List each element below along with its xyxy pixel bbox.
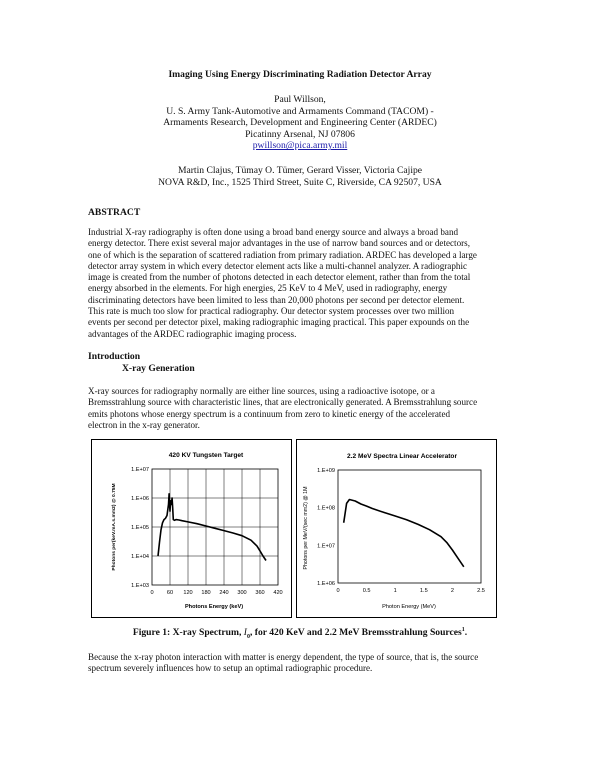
figure-caption [0, 627, 600, 640]
chart-title: 420 KV Tungsten Target [168, 452, 244, 459]
affiliation-line: Armaments Research, Development and Engineering Center (ARDEC) [163, 117, 437, 129]
x-tick-labels [150, 590, 282, 596]
chart-tungsten-box [91, 439, 292, 618]
text-line: discriminating detectors have been limited to less than 20,000 photons per second per detector element. [88, 294, 465, 305]
chart-tungsten [92, 440, 291, 617]
author-names: Martin Clajus, Tümay O. Tümer, Gerard Visser, Victoria Cajipe [177, 165, 423, 176]
y-tick-labels [317, 468, 335, 587]
x-tick-label: 0 [150, 590, 154, 596]
y-tick-label: 1.E+03 [131, 583, 149, 589]
text-line: spectrum severely influences how to setup an optimal radiographic procedure. [88, 663, 373, 674]
introduction-body [88, 386, 516, 431]
x-tick-label: 60 [166, 590, 174, 596]
text-line: energy absorbed in the elements. For high energies, 25 KeV to 4 MeV, used in radiography, energy [88, 283, 448, 294]
text-line: X-ray sources for radiography normally are either line sources, using a radioactive isotope, or a [88, 386, 435, 396]
plot-frame [338, 470, 481, 583]
text-line: Bremsstrahlung source with characteristic lines, that are electronically generated. A Bremsstrahlung source [88, 397, 478, 408]
caption-suffix: , for 420 KeV and 2.2 MeV Bremsstrahlung Sources [249, 627, 462, 639]
text-line: emits photons whose energy spectrum is a continuum from zero to kinetic energy of the accelerated [88, 408, 451, 419]
text-line: Because the x-ray photon interaction with matter is energy dependent, the type of source, that is, the source [88, 652, 479, 662]
text-line: energy detector. There exist several major advantages in the use of narrow band sources and or detectors, [88, 238, 470, 249]
chart-grid [152, 469, 278, 585]
x-tick-label: 0.5 [362, 588, 371, 594]
y-tick-label: 1.E+07 [317, 543, 335, 550]
x-tick-label: 1 [393, 588, 397, 594]
x-axis-label: Photons Energy (keV) [184, 604, 244, 610]
affiliation-line: Picatinny Arsenal, NJ 07806 [245, 128, 355, 140]
text-line: Industrial X-ray radiography is often done using a broad band energy source and always a broad band [88, 227, 459, 237]
caption-symbol: I [243, 627, 247, 639]
chart-title: 2.2 MeV Spectra Linear Accelerator [346, 453, 458, 460]
y-tick-label: 1.E+09 [317, 468, 335, 474]
text-line: electron in the x-ray generator. [88, 419, 200, 430]
caption-end: . [464, 627, 468, 639]
paper-title: Imaging Using Energy Discriminating Radiation Detector Array [168, 69, 432, 80]
y-tick-labels [131, 467, 149, 589]
y-tick-label: 1.E+07 [131, 467, 149, 473]
text-line: one of which is the separation of scattered radiation from primary radiation. ARDEC has developed a large [88, 249, 477, 260]
y-axis-label: Photons per(keV.mA.s.mm2) @ 0.75M [112, 483, 117, 571]
abstract-heading: ABSTRACT [88, 207, 141, 218]
after-figure-body [88, 652, 516, 675]
y-tick-label: 1.E+06 [131, 496, 149, 502]
x-tick-label: 120 [183, 590, 193, 596]
y-tick-label: 1.E+08 [317, 505, 335, 512]
x-tick-label: 180 [201, 590, 211, 596]
caption-reference: 1 [461, 627, 465, 633]
y-tick-label: 1.E+05 [131, 525, 149, 531]
caption-prefix: Figure 1: X-ray Spectrum, [132, 627, 242, 639]
email-link[interactable]: pwillson@pica.army.mil [252, 140, 348, 152]
x-axis-label: Photon Energy (MeV) [382, 604, 436, 610]
chart-linac [297, 440, 496, 617]
x-tick-label: 0 [336, 588, 340, 594]
x-tick-label: 420 [273, 590, 283, 596]
author-name: Paul Willson, [274, 94, 326, 105]
chart-linac-box [296, 439, 497, 618]
y-tick-label: 1.E+04 [131, 554, 149, 560]
affiliation-line: U. S. Army Tank-Automotive and Armaments Command (TACOM) - [166, 105, 434, 117]
x-tick-label: 300 [237, 590, 247, 596]
text-line: advantages of the ARDEC radiographic imaging process. [88, 328, 297, 339]
y-tick-label: 1.E+06 [317, 581, 335, 587]
y-axis-label: Photons per MeV/(sec mm2) @ 1M [303, 486, 309, 570]
text-line: image is created from the number of photons detected in each detector element, rather than from the total [88, 272, 471, 283]
x-tick-label: 240 [219, 590, 229, 596]
text-line: detector array system in which every detector element acts like a multi-channel analyzer. A radiographic [88, 260, 468, 271]
abstract-body [88, 227, 516, 340]
xray-generation-subheading: X-ray Generation [122, 363, 195, 374]
series-line [344, 500, 464, 567]
text-line: events per second per detector pixel, making radiographic imaging practical. This paper expounds on the [88, 317, 470, 328]
author-block-2 [0, 165, 600, 188]
x-tick-labels [336, 588, 484, 594]
x-tick-label: 1.5 [419, 588, 428, 594]
caption-subscript: 0 [246, 634, 250, 641]
x-tick-label: 2.5 [477, 588, 485, 594]
x-tick-label: 2 [450, 588, 454, 594]
x-tick-label: 360 [255, 590, 265, 596]
introduction-heading: Introduction [88, 351, 141, 362]
text-line: This rate is much too slow for practical radiography. Our detector system processes over two million [88, 306, 455, 317]
affiliation-line: NOVA R&D, Inc., 1525 Third Street, Suite C, Riverside, CA 92507, USA [158, 176, 442, 188]
author-block-1 [0, 94, 600, 152]
